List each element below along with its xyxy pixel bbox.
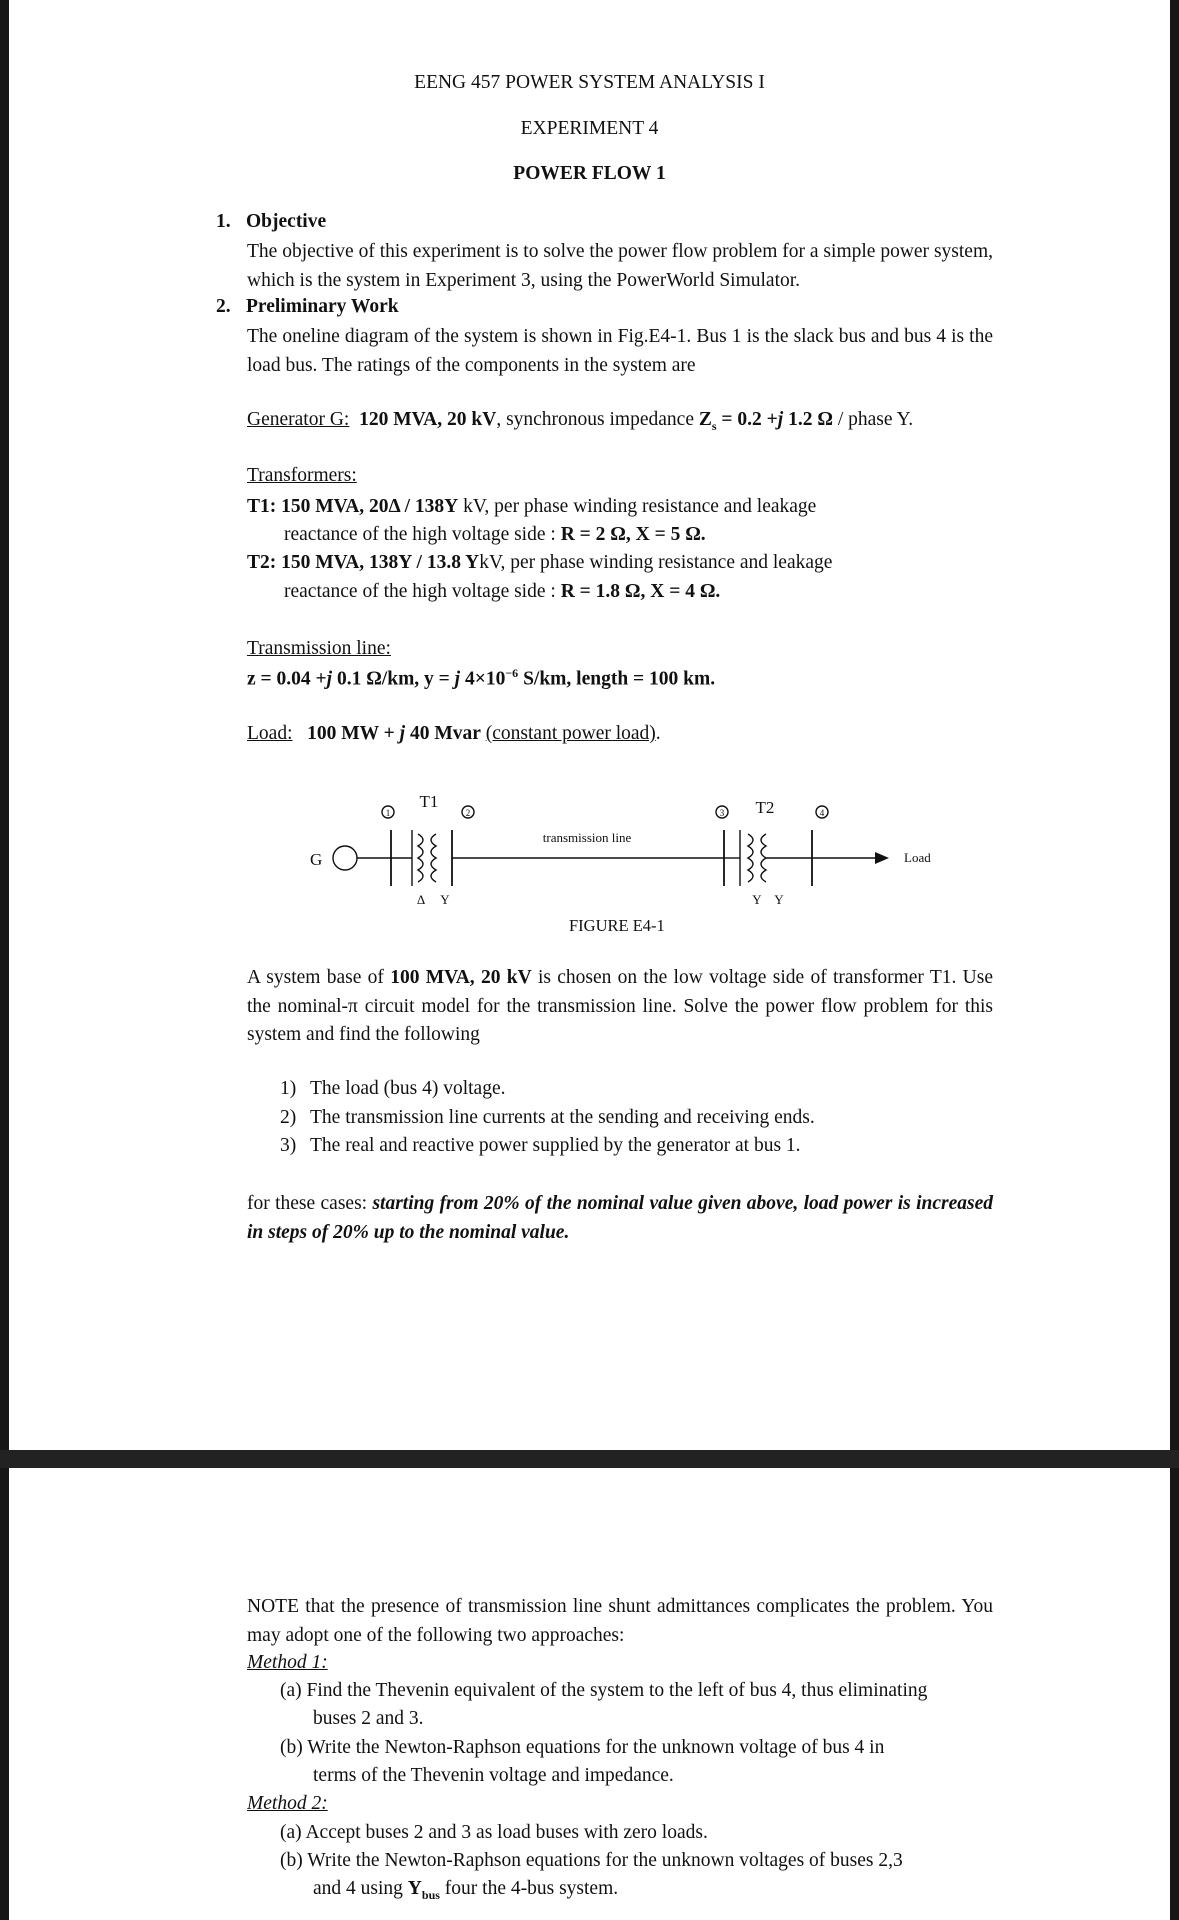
t1-wye-label: Y [440,892,450,907]
load-arrow-icon [875,852,889,864]
tl-exponent: −6 [505,666,519,680]
load-label: Load [904,850,931,865]
preliminary-text: The oneline diagram of the system is shown in Fig.E4-1. Bus 1 is the slack bus and bus 4 is the load bus. The ratings of the components in the system are [247,326,993,376]
t2-spec-line2 [284,581,720,603]
section-heading: Objective [246,211,327,232]
section-preliminary-heading [216,296,399,318]
objective-text: The objective of this experiment is to solve the power flow problem for a simple power system, which is the system in Experiment 3, using the PowerWorld Simulator. [247,241,993,291]
question-text: The transmission line currents at the sending and receiving ends. [310,1107,815,1128]
question-item [280,1107,815,1129]
system-base-p1: A system base of [247,967,391,988]
question-item [280,1135,801,1157]
transmission-line-label: transmission line [542,830,632,845]
method-1-a-line2: buses 2 and 3. [313,1708,424,1729]
generator-ratings: 120 MVA, 20 kV [359,409,497,430]
j-operator: j [777,409,784,430]
item-label: (a) [280,1680,302,1701]
load-value: 100 MW + [307,723,400,744]
section-heading: Preliminary Work [246,296,399,317]
note-paragraph: NOTE that the presence of transmission line shunt admittances complicates the problem. You may adopt one of the following two approaches: [247,1596,993,1646]
transmission-line-spec [247,666,715,691]
generator-suffix: / phase Y. [832,409,914,430]
item-text: Write the Newton-Raphson equations for the unknown voltage of bus 4 in [307,1737,885,1758]
method-1-heading: Method 1: [247,1652,328,1673]
cases-emphasis: starting from 20% of the nominal value given above, load power is increased in steps of 20% up to the nominal value. [247,1193,993,1243]
method-2-a [280,1822,708,1844]
item-text: Find the Thevenin equivalent of the system to the left of bus 4, thus eliminating [306,1680,928,1701]
ybus-subscript: bus [421,1887,440,1902]
item-text: Write the Newton-Raphson equations for the unknown voltages of buses 2,3 [307,1850,903,1871]
bus-1-number: 1 [385,808,391,818]
j-operator: j [399,723,406,744]
t2-line1-rest: kV, per phase winding resistance and leakage [479,552,833,573]
method-2-b-line2 [313,1878,618,1903]
t2-label: T2 [755,798,775,817]
item-label: (b) [280,1737,303,1758]
page-title: POWER FLOW 1 [513,163,666,184]
question-number: 1) [280,1078,297,1099]
question-number: 2) [280,1107,297,1128]
tl-rest: S/km, length = 100 km. [518,668,716,690]
t2-wye-right-label: Y [774,892,784,907]
t2-line2: reactance of the high voltage side : [284,581,561,602]
generator-label: G [310,850,323,869]
ybus-symbol: Y [407,1878,422,1899]
tl-z: z = 0.04 + [247,668,327,690]
item-label: (a) [280,1822,302,1843]
bus-3-number: 3 [719,808,725,818]
question-number: 3) [280,1135,297,1156]
t1-spec-line2 [284,524,706,546]
load-end: . [655,723,661,744]
generator-desc: , synchronous impedance [496,409,699,430]
t2-secondary-winding [761,834,766,882]
t2-wye-left-label: Y [752,892,762,907]
t1-secondary-winding [431,834,436,882]
t1-line1-rest: kV, per phase winding resistance and leakage [458,496,817,517]
tl-z2: 0.1 Ω/km, y = [332,668,455,690]
method-1-a [280,1680,993,1702]
t2-spec-line1 [247,552,832,574]
section-objective-heading [216,211,326,233]
load-note: (constant power load) [485,723,656,744]
generator-symbol [333,846,357,870]
t1-label: T1 [419,792,439,811]
item-text: four the 4-bus system. [439,1878,619,1899]
load-label: Load: [247,723,293,744]
load-spec [247,723,661,745]
method-1-b-line2: terms of the Thevenin voltage and impedance. [313,1765,674,1786]
page-divider [0,1450,1179,1468]
t1-prefix: T1: 150 MVA, 20Δ / 138Y [247,496,459,517]
method-2-b [280,1850,903,1872]
j-operator: j [454,668,461,690]
right-frame-border [1170,0,1179,1920]
z-subscript: s [711,418,717,433]
figure-caption: FIGURE E4-1 [569,916,665,935]
t2-primary-winding [748,834,753,882]
question-item [280,1078,506,1100]
z-value-2: 1.2 Ω [783,409,833,430]
question-text: The real and reactive power supplied by the generator at bus 1. [310,1135,801,1156]
t1-line2: reactance of the high voltage side : [284,524,561,545]
t1-spec-line1 [247,496,816,518]
item-text: Accept buses 2 and 3 as load buses with zero loads. [305,1822,708,1843]
section-number: 2. [216,296,231,317]
generator-spec [247,409,913,434]
question-text: The load (bus 4) voltage. [310,1078,506,1099]
t2-prefix: T2: 150 MVA, 138Y / 13.8 Y [247,552,480,573]
experiment-number: EXPERIMENT 4 [520,118,659,139]
system-base-values: 100 MVA, 20 kV [390,967,532,988]
item-text: and 4 using [313,1878,408,1899]
t1-delta-label: Δ [416,892,426,907]
left-frame-border [0,0,9,1920]
transformers-heading: Transformers: [247,465,357,486]
cases-prefix: for these cases: [247,1193,373,1214]
item-label: (b) [280,1850,303,1871]
load-value-2: 40 Mvar [405,723,481,744]
transmission-line-heading: Transmission line: [247,638,391,659]
method-2-heading: Method 2: [247,1793,328,1814]
method-1-b [280,1737,993,1759]
oneline-diagram [300,780,960,920]
cases-paragraph [247,1190,993,1247]
t2-values: R = 1.8 Ω, X = 4 Ω. [560,581,721,602]
system-base-p2: is chosen on the low voltage side of transformer T1. Use the nominal-π circuit model for the transmission line. Solve the power flow problem for this system and find the following [247,967,993,1045]
system-base-paragraph [247,964,993,1050]
course-title: EENG 457 POWER SYSTEM ANALYSIS I [414,72,765,93]
bus-4-number: 4 [819,808,825,818]
j-operator: j [326,668,333,690]
z-value: = 0.2 + [716,409,778,430]
tl-y: 4×10 [460,668,506,690]
generator-label: Generator G: [247,409,350,430]
t1-values: R = 2 Ω, X = 5 Ω. [560,524,706,545]
t1-primary-winding [418,834,423,882]
bus-2-number: 2 [465,808,471,818]
z-symbol: Z [698,409,712,430]
section-number: 1. [216,211,231,232]
